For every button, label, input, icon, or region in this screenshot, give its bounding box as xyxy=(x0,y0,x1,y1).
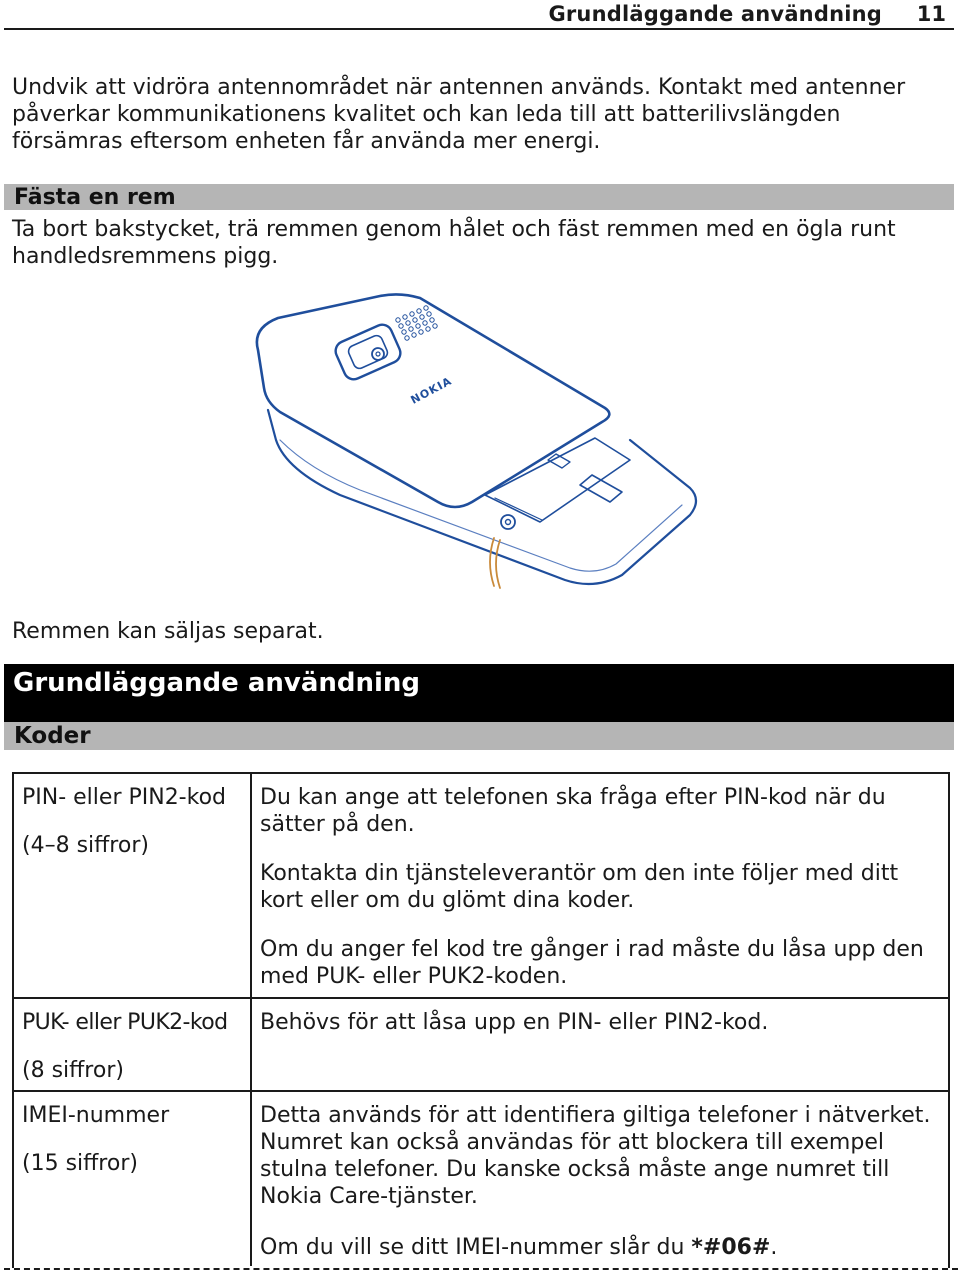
imei-instruction-period: . xyxy=(770,1235,778,1260)
table-row-divider xyxy=(14,997,948,999)
strap-section-title: Fästa en rem xyxy=(14,185,176,210)
strap xyxy=(490,538,500,588)
codes-table xyxy=(12,772,950,1268)
imei-service-code: *#06# xyxy=(691,1235,771,1260)
imei-description: Detta används för att identifiera giltiga telefoner i nätverket. Numret kan också användas för att blockera till exempel stulna telefoner. Du kanske också måste ange numret till Nokia Care-tjänster. xyxy=(260,1103,931,1209)
strap-section-header xyxy=(4,184,954,210)
pin-code-length: (4–8 siffror) xyxy=(22,833,149,858)
puk-code-length: (8 siffror) xyxy=(22,1058,124,1083)
puk-code-description: Behövs för att låsa upp en PIN- eller PIN2-kod. xyxy=(260,1010,769,1035)
imei-label: IMEI-nummer xyxy=(22,1103,170,1128)
table-column-divider xyxy=(250,774,252,1266)
codes-section-header xyxy=(4,722,954,750)
codes-section-title: Koder xyxy=(14,723,91,749)
table-row-divider xyxy=(14,1090,948,1092)
imei-instruction-text: Om du vill se ditt IMEI-nummer slår du xyxy=(260,1235,692,1260)
strap-pin xyxy=(501,515,515,529)
puk-code-label: PUK- eller PUK2-kod xyxy=(22,1010,228,1035)
antenna-warning-text: Undvik att vidröra antennområdet när antennen används. Kontakt med antenner påverkar kommunikationens kvalitet och kan leda till att batterilivslängden försämras eftersom enheten får använda mer energi. xyxy=(12,75,906,154)
page-header xyxy=(4,0,954,30)
imei-length: (15 siffror) xyxy=(22,1151,138,1176)
page-number: 11 xyxy=(916,2,946,26)
basic-usage-title-bar xyxy=(4,664,954,722)
header-title: Grundläggande användning xyxy=(548,2,882,26)
phone-back-cover-illustration xyxy=(250,290,710,590)
pin-code-description-3: Om du anger fel kod tre gånger i rad måste du låsa upp den med PUK- eller PUK2-koden. xyxy=(260,937,924,989)
strap-instructions: Ta bort bakstycket, trä remmen genom hålet och fäst remmen med en ögla runt handledsremmens pigg. xyxy=(12,217,896,269)
pin-code-description-2: Kontakta din tjänsteleverantör om den inte följer med ditt kort eller om du glömt dina koder. xyxy=(260,861,899,913)
imei-view-instruction xyxy=(260,1234,944,1261)
basic-usage-title: Grundläggande användning xyxy=(13,668,421,698)
nokia-logo: NOKIA xyxy=(408,374,455,407)
strap-sold-separately-note: Remmen kan säljas separat. xyxy=(12,619,324,644)
pin-code-description-1: Du kan ange att telefonen ska fråga efter PIN-kod när du sätter på den. xyxy=(260,785,886,837)
pin-code-label: PIN- eller PIN2-kod xyxy=(22,785,227,810)
